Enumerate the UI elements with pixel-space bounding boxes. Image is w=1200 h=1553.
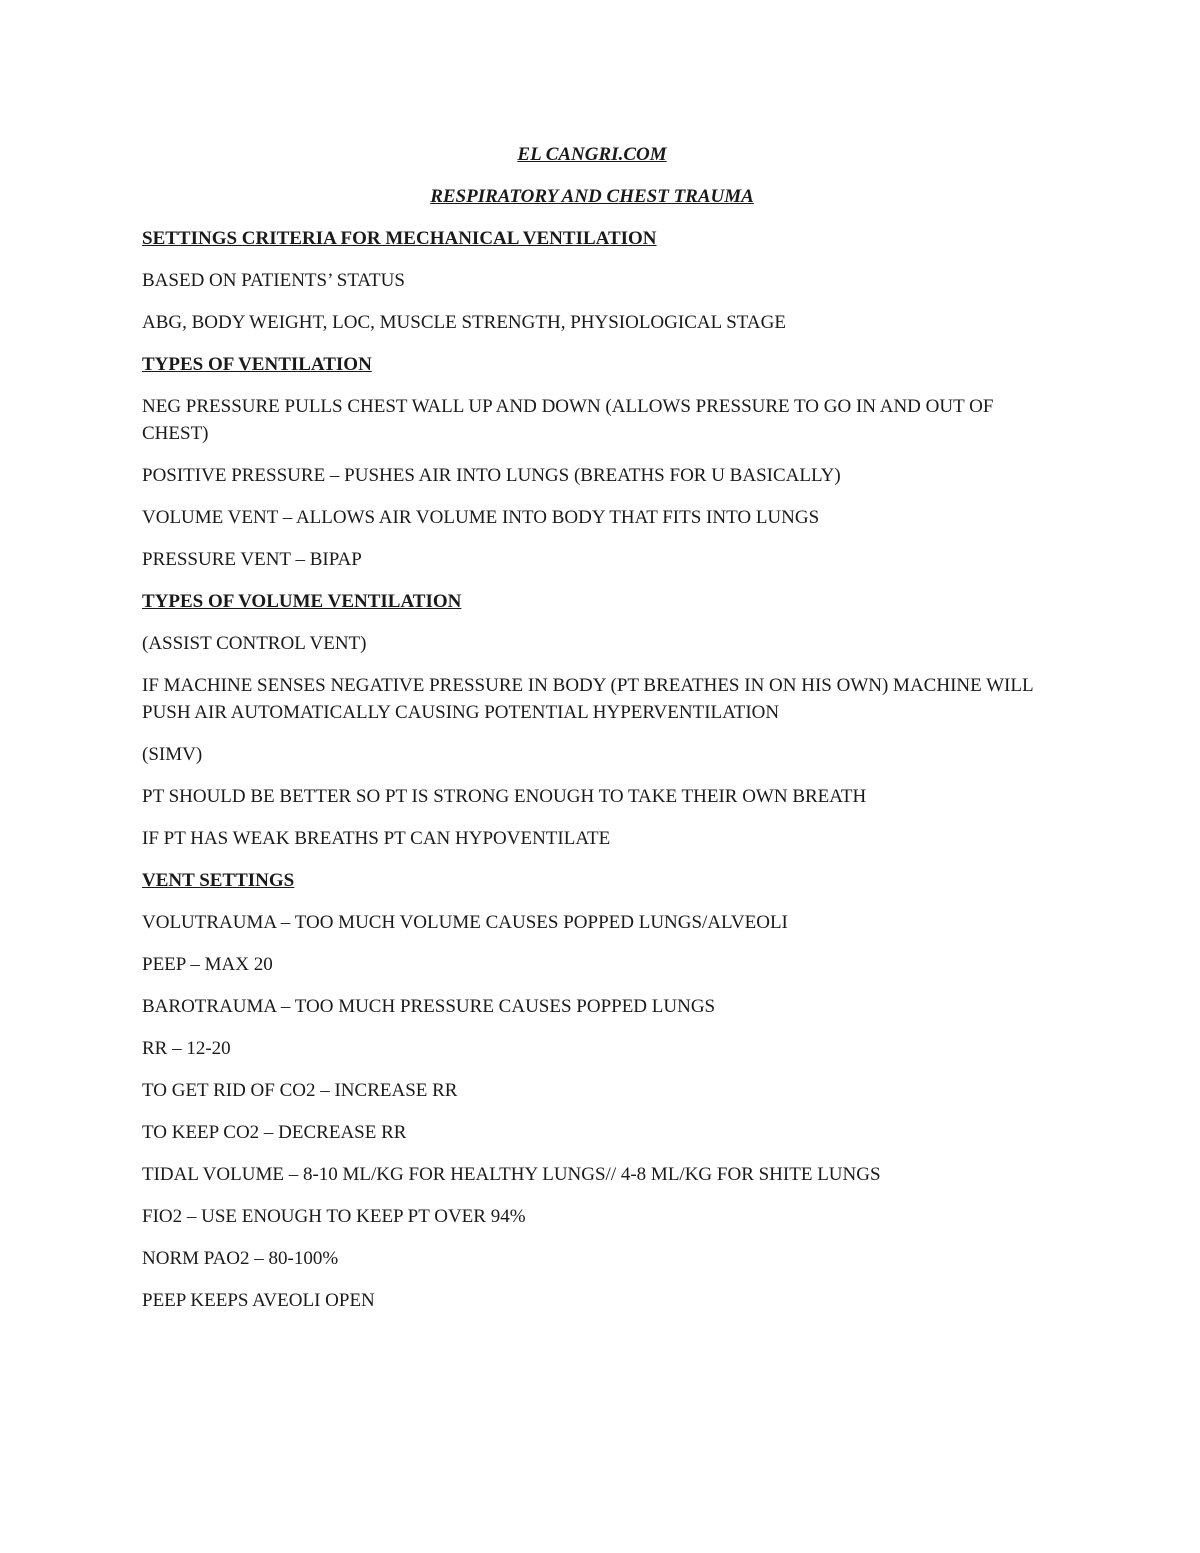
body-line: PEEP KEEPS AVEOLI OPEN (142, 1290, 375, 1311)
document-title: RESPIRATORY AND CHEST TRAUMA (430, 186, 754, 207)
body-line: FIO2 – USE ENOUGH TO KEEP PT OVER 94% (142, 1206, 526, 1227)
site-title: EL CANGRI.COM (517, 144, 667, 165)
body-line: IF PT HAS WEAK BREATHS PT CAN HYPOVENTILATE (142, 828, 611, 849)
body-line: TO GET RID OF CO2 – INCREASE RR (142, 1080, 458, 1101)
body-line: ABG, BODY WEIGHT, LOC, MUSCLE STRENGTH, PHYSIOLOGICAL STAGE (142, 312, 786, 333)
section-heading: SETTINGS CRITERIA FOR MECHANICAL VENTILATION (142, 228, 657, 249)
section-heading: VENT SETTINGS (142, 870, 295, 891)
body-line: NORM PAO2 – 80-100% (142, 1248, 339, 1269)
section-heading: TYPES OF VENTILATION (142, 354, 372, 375)
body-line: (SIMV) (142, 744, 203, 765)
body-line: POSITIVE PRESSURE – PUSHES AIR INTO LUNGS (BREATHS FOR U BASICALLY) (142, 465, 841, 486)
body-line: NEG PRESSURE PULLS CHEST WALL UP AND DOWN (ALLOWS PRESSURE TO GO IN AND OUT OF CHEST) (142, 396, 994, 444)
body-line: BAROTRAUMA – TOO MUCH PRESSURE CAUSES POPPED LUNGS (142, 996, 716, 1017)
body-line: VOLUTRAUMA – TOO MUCH VOLUME CAUSES POPPED LUNGS/ALVEOLI (142, 912, 788, 933)
section-heading: TYPES OF VOLUME VENTILATION (142, 591, 462, 612)
body-line: BASED ON PATIENTS’ STATUS (142, 270, 405, 291)
body-line: TO KEEP CO2 – DECREASE RR (142, 1122, 407, 1143)
body-line: RR – 12-20 (142, 1038, 231, 1059)
body-line: PRESSURE VENT – BIPAP (142, 549, 362, 570)
body-line: PEEP – MAX 20 (142, 954, 273, 975)
body-line: TIDAL VOLUME – 8-10 ML/KG FOR HEALTHY LUNGS// 4-8 ML/KG FOR SHITE LUNGS (142, 1164, 881, 1185)
document-page (142, 141, 1042, 1329)
body-line: (ASSIST CONTROL VENT) (142, 633, 367, 654)
body-line: PT SHOULD BE BETTER SO PT IS STRONG ENOUGH TO TAKE THEIR OWN BREATH (142, 786, 867, 807)
body-line: IF MACHINE SENSES NEGATIVE PRESSURE IN BODY (PT BREATHES IN ON HIS OWN) MACHINE WILL PUSH AIR AUTOMATICALLY CAUSING POTENTIAL HYPERVENTILATION (142, 675, 1033, 723)
body-line: VOLUME VENT – ALLOWS AIR VOLUME INTO BODY THAT FITS INTO LUNGS (142, 507, 820, 528)
